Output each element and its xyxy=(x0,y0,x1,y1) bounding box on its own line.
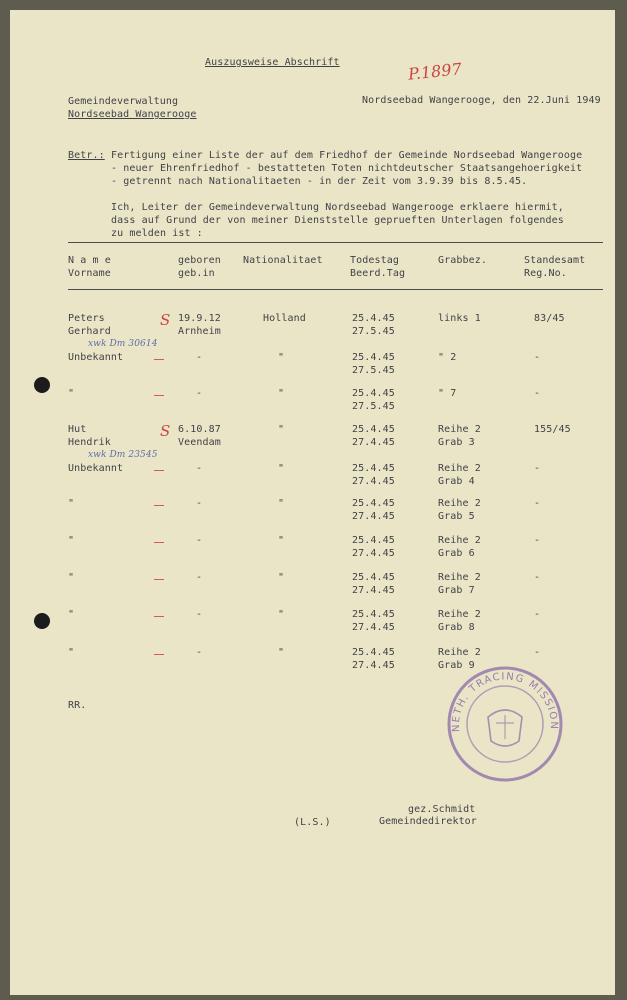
cell-burial-date: 27.4.45 xyxy=(352,622,395,633)
col-grave-header: Grabbez. xyxy=(438,255,487,266)
red-dash-mark xyxy=(154,654,164,655)
red-check-mark: S xyxy=(160,422,171,440)
cell-burial-date: 27.4.45 xyxy=(352,437,395,448)
cell-grave-line-2: Grab 8 xyxy=(438,622,475,633)
red-dash-mark xyxy=(154,359,164,360)
cell-birth-date: - xyxy=(196,647,203,658)
handwritten-note: xwk Dm 23545 xyxy=(88,450,158,460)
cell-name: " xyxy=(68,388,75,399)
cell-grave-line-1: links 1 xyxy=(438,313,481,324)
subject-line-2: - neuer Ehrenfriedhof - bestatteten Toten nichtdeutscher Staatsangehoerigkeit xyxy=(111,163,583,174)
cell-name: Unbekannt xyxy=(68,352,124,363)
red-dash-mark xyxy=(154,395,164,396)
cell-birth-place: Veendam xyxy=(178,437,221,448)
cell-grave-line-2: Grab 4 xyxy=(438,476,475,487)
red-check-mark: S xyxy=(160,311,171,329)
subject-line-3: - getrennt nach Nationalitaeten - in der Zeit vom 3.9.39 bis 8.5.45. xyxy=(111,176,528,187)
cell-death-date: 25.4.45 xyxy=(352,352,395,363)
red-dash-mark xyxy=(154,579,164,580)
subject-line-1: Fertigung einer Liste der auf dem Friedhof der Gemeinde Nordseebad Wangerooge xyxy=(111,150,583,161)
cell-name: Peters xyxy=(68,313,105,324)
cell-registry-no: 83/45 xyxy=(534,313,565,324)
red-dash-mark xyxy=(154,470,164,471)
red-dash-mark xyxy=(154,505,164,506)
cell-death-date: 25.4.45 xyxy=(352,313,395,324)
cell-grave-line-1: " 2 xyxy=(438,352,457,363)
col-death-header: Todestag xyxy=(350,255,399,266)
authority-line-1: Gemeindeverwaltung xyxy=(68,96,179,107)
signature: gez.Schmidt xyxy=(408,804,476,815)
cell-grave-line-2: Grab 6 xyxy=(438,548,475,559)
cell-grave-line-1: Reihe 2 xyxy=(438,498,481,509)
cell-burial-date: 27.5.45 xyxy=(352,401,395,412)
cell-burial-date: 27.4.45 xyxy=(352,548,395,559)
col-burial-header: Beerd.Tag xyxy=(350,268,406,279)
cell-death-date: 25.4.45 xyxy=(352,535,395,546)
red-dash-mark xyxy=(154,542,164,543)
col-regno-header: Reg.No. xyxy=(524,268,567,279)
cell-birth-date: 19.9.12 xyxy=(178,313,221,324)
cell-nationality: " xyxy=(278,609,285,620)
handwritten-reference: P.1897 xyxy=(407,59,463,84)
cell-grave-line-2: Grab 7 xyxy=(438,585,475,596)
cell-registry-no: - xyxy=(534,535,541,546)
cell-death-date: 25.4.45 xyxy=(352,463,395,474)
cell-death-date: 25.4.45 xyxy=(352,424,395,435)
cell-birth-date: - xyxy=(196,352,203,363)
cell-registry-no: - xyxy=(534,388,541,399)
cell-burial-date: 27.4.45 xyxy=(352,476,395,487)
cell-nationality: " xyxy=(278,463,285,474)
cell-nationality: Holland xyxy=(263,313,306,324)
cell-grave-line-1: Reihe 2 xyxy=(438,535,481,546)
cell-name: Unbekannt xyxy=(68,463,124,474)
cell-registry-no: - xyxy=(534,572,541,583)
subject-label: Betr.: xyxy=(68,150,105,161)
cell-death-date: 25.4.45 xyxy=(352,388,395,399)
cell-registry-no: - xyxy=(534,352,541,363)
cell-registry-no: - xyxy=(534,463,541,474)
cell-nationality: " xyxy=(278,388,285,399)
cell-grave-line-1: Reihe 2 xyxy=(438,424,481,435)
handwritten-note: xwk Dm 30614 xyxy=(88,339,158,349)
table-header-rule xyxy=(68,289,603,290)
intro-line-2: dass auf Grund der von meiner Dienststelle geprueften Unterlagen folgendes xyxy=(111,215,564,226)
cell-first-name: Hendrik xyxy=(68,437,111,448)
cell-birth-place: Arnheim xyxy=(178,326,221,337)
cell-grave-line-1: Reihe 2 xyxy=(438,647,481,658)
punch-hole-top xyxy=(34,377,50,393)
cell-birth-date: 6.10.87 xyxy=(178,424,221,435)
col-nationality-header: Nationalitaet xyxy=(243,255,323,266)
cell-birth-date: - xyxy=(196,498,203,509)
cell-registry-no: 155/45 xyxy=(534,424,571,435)
signature-title: Gemeindedirektor xyxy=(379,816,477,827)
cell-name: " xyxy=(68,647,75,658)
col-registry-header: Standesamt xyxy=(524,255,586,266)
authority-line-2: Nordseebad Wangerooge xyxy=(68,109,197,120)
cell-grave-line-2: Grab 3 xyxy=(438,437,475,448)
red-dash-mark xyxy=(154,616,164,617)
cell-birth-date: - xyxy=(196,535,203,546)
cell-grave-line-1: " 7 xyxy=(438,388,457,399)
cell-burial-date: 27.4.45 xyxy=(352,585,395,596)
cell-registry-no: - xyxy=(534,609,541,620)
cell-name: " xyxy=(68,535,75,546)
cell-first-name: Gerhard xyxy=(68,326,111,337)
stamp-text: NETH. TRACING MISSION xyxy=(450,671,560,733)
col-born-header: geboren xyxy=(178,255,221,266)
rr-mark: RR. xyxy=(68,700,87,711)
cell-nationality: " xyxy=(278,572,285,583)
cell-grave-line-1: Reihe 2 xyxy=(438,572,481,583)
cell-grave-line-2: Grab 9 xyxy=(438,660,475,671)
cell-nationality: " xyxy=(278,498,285,509)
intro-line-1: Ich, Leiter der Gemeindeverwaltung Nordseebad Wangerooge erklaere hiermit, xyxy=(111,202,564,213)
cell-death-date: 25.4.45 xyxy=(352,498,395,509)
cell-registry-no: - xyxy=(534,498,541,509)
tracing-mission-stamp xyxy=(446,665,564,783)
cell-nationality: " xyxy=(278,647,285,658)
cell-death-date: 25.4.45 xyxy=(352,572,395,583)
punch-hole-bottom xyxy=(34,613,50,629)
cell-name: " xyxy=(68,609,75,620)
intro-line-3: zu melden ist : xyxy=(111,228,203,239)
cell-death-date: 25.4.45 xyxy=(352,609,395,620)
cell-burial-date: 27.4.45 xyxy=(352,511,395,522)
cell-burial-date: 27.5.45 xyxy=(352,365,395,376)
cell-grave-line-1: Reihe 2 xyxy=(438,463,481,474)
seal-placeholder: (L.S.) xyxy=(294,817,331,828)
cell-nationality: " xyxy=(278,424,285,435)
cell-grave-line-2: Grab 5 xyxy=(438,511,475,522)
col-name-header: N a m e xyxy=(68,255,111,266)
cell-registry-no: - xyxy=(534,647,541,658)
cell-nationality: " xyxy=(278,535,285,546)
cell-nationality: " xyxy=(278,352,285,363)
table-top-rule xyxy=(68,242,603,243)
cell-death-date: 25.4.45 xyxy=(352,647,395,658)
cell-birth-date: - xyxy=(196,609,203,620)
cell-name: " xyxy=(68,498,75,509)
cell-birth-date: - xyxy=(196,463,203,474)
col-birthplace-header: geb.in xyxy=(178,268,215,279)
cell-birth-date: - xyxy=(196,572,203,583)
col-firstname-header: Vorname xyxy=(68,268,111,279)
cell-name: " xyxy=(68,572,75,583)
cell-name: Hut xyxy=(68,424,87,435)
place-date: Nordseebad Wangerooge, den 22.Juni 1949 xyxy=(362,95,601,106)
cell-burial-date: 27.4.45 xyxy=(352,660,395,671)
stamp-seal xyxy=(446,665,564,783)
document-title: Auszugsweise Abschrift xyxy=(205,57,340,68)
cell-grave-line-1: Reihe 2 xyxy=(438,609,481,620)
document-page xyxy=(10,10,615,995)
cell-birth-date: - xyxy=(196,388,203,399)
cell-burial-date: 27.5.45 xyxy=(352,326,395,337)
